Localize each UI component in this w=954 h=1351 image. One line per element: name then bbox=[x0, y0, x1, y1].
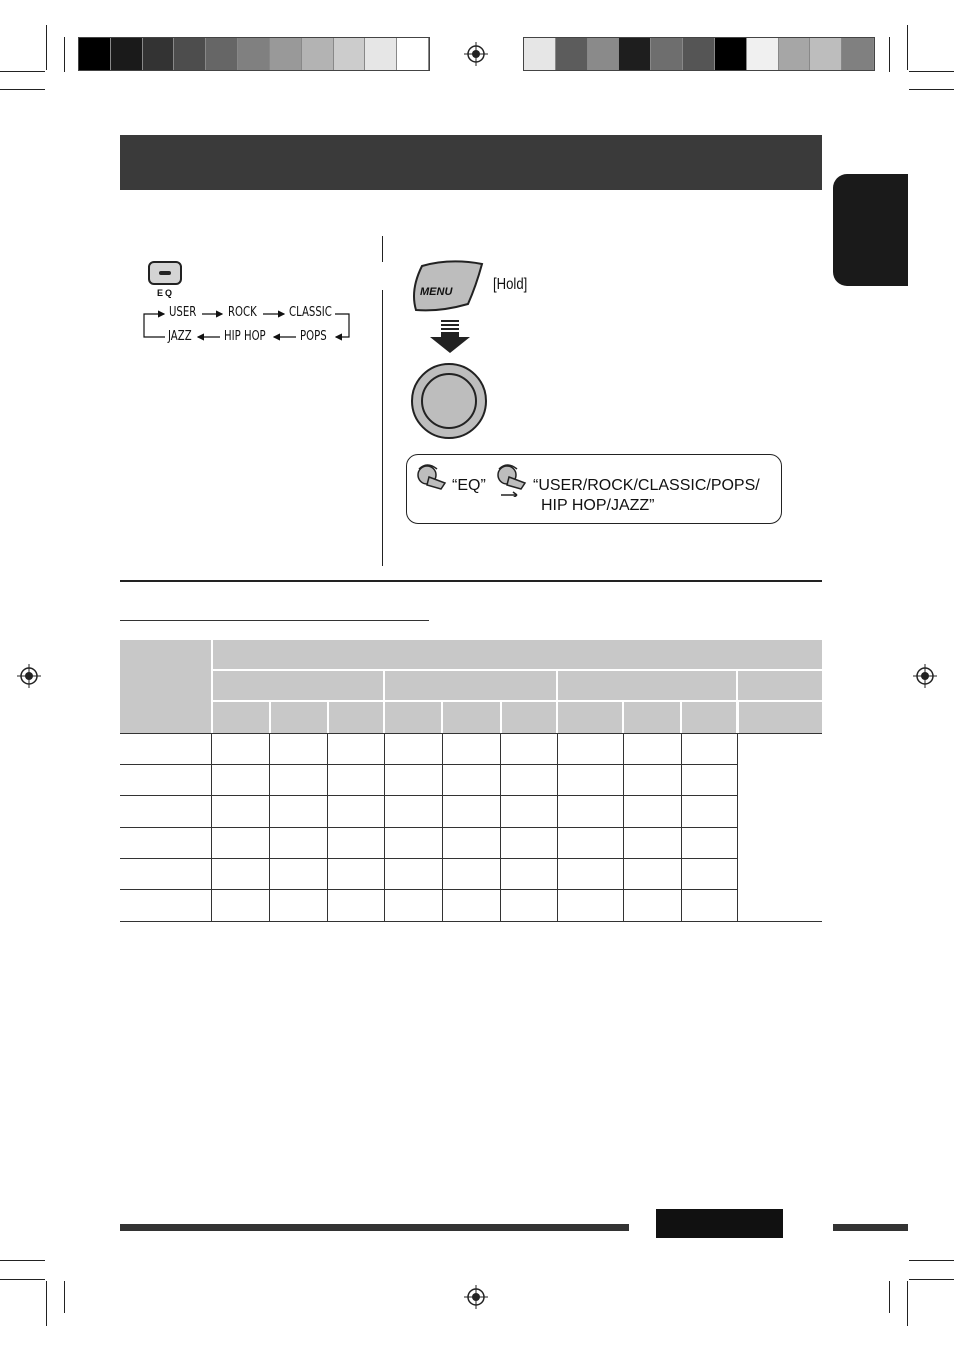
crop-mark bbox=[909, 89, 954, 90]
color-swatch bbox=[619, 38, 651, 70]
color-swatch bbox=[683, 38, 715, 70]
press-dial-icon bbox=[495, 463, 529, 497]
section-header-band bbox=[120, 135, 822, 190]
color-swatch bbox=[747, 38, 779, 70]
table-col-rule bbox=[500, 734, 501, 921]
eq-mode-jazz: JAZZ bbox=[168, 329, 192, 344]
table-header-divider bbox=[383, 671, 385, 734]
table-col-rule bbox=[737, 734, 738, 921]
crop-mark bbox=[0, 1279, 45, 1280]
crop-mark bbox=[0, 71, 45, 72]
registration-target-icon bbox=[464, 1285, 488, 1309]
crop-mark bbox=[0, 89, 45, 90]
control-dial-center bbox=[421, 373, 477, 429]
color-strip-left bbox=[78, 37, 430, 71]
table-header-top bbox=[213, 640, 822, 669]
table-row-rule bbox=[120, 795, 737, 796]
crop-mark bbox=[46, 1281, 47, 1326]
eq-mode-pops: POPS bbox=[300, 329, 327, 344]
table-row-rule bbox=[120, 764, 737, 765]
crop-mark bbox=[0, 1260, 45, 1261]
table-col-rule bbox=[384, 734, 385, 921]
color-swatch bbox=[588, 38, 620, 70]
eq-button-label: EQ bbox=[157, 288, 175, 298]
crop-mark bbox=[889, 37, 890, 72]
callout-step-eq: “EQ” bbox=[452, 477, 486, 494]
menu-button-icon[interactable] bbox=[410, 260, 484, 312]
table-row-rule bbox=[120, 889, 737, 890]
callout-step-modes-line1: “USER/ROCK/CLASSIC/POPS/ bbox=[533, 477, 760, 494]
table-header-divider bbox=[500, 702, 502, 734]
table-header-mid bbox=[213, 671, 822, 700]
down-arrow-icon bbox=[429, 320, 471, 354]
crop-mark bbox=[889, 1281, 890, 1313]
color-swatch bbox=[206, 38, 238, 70]
section-rule bbox=[120, 580, 822, 582]
table-header-divider bbox=[327, 702, 329, 734]
table-col-rule bbox=[557, 734, 558, 921]
column-divider bbox=[382, 236, 383, 262]
operation-callout bbox=[406, 454, 782, 524]
color-strip-right bbox=[523, 37, 875, 71]
subsection-rule bbox=[120, 620, 429, 621]
registration-target-icon bbox=[464, 42, 488, 66]
table-header-divider bbox=[441, 702, 443, 734]
table-header-divider bbox=[736, 671, 738, 734]
crop-mark bbox=[909, 1260, 954, 1261]
color-swatch bbox=[810, 38, 842, 70]
registration-target-icon bbox=[17, 664, 41, 688]
crop-mark bbox=[64, 37, 65, 72]
crop-mark bbox=[907, 25, 908, 70]
table-col-rule bbox=[623, 734, 624, 921]
color-swatch bbox=[842, 38, 874, 70]
color-swatch bbox=[143, 38, 175, 70]
color-swatch bbox=[174, 38, 206, 70]
page-number-box bbox=[656, 1209, 783, 1238]
column-divider bbox=[382, 290, 383, 566]
color-swatch bbox=[111, 38, 143, 70]
table-row-rule bbox=[120, 921, 822, 922]
color-swatch bbox=[365, 38, 397, 70]
footer-bar-right bbox=[833, 1224, 908, 1231]
color-swatch bbox=[79, 38, 111, 70]
table-header-left bbox=[120, 640, 211, 734]
crop-mark bbox=[909, 71, 954, 72]
menu-button-label: MENU bbox=[420, 286, 453, 298]
color-swatch bbox=[397, 38, 429, 70]
color-swatch bbox=[238, 38, 270, 70]
table-col-rule bbox=[442, 734, 443, 921]
eq-button-dash bbox=[159, 271, 171, 275]
eq-mode-hip-hop: HIP HOP bbox=[224, 329, 266, 344]
registration-target-icon bbox=[913, 664, 937, 688]
color-swatch bbox=[556, 38, 588, 70]
table-row-rule bbox=[120, 858, 737, 859]
color-swatch bbox=[334, 38, 366, 70]
turn-dial-icon bbox=[415, 463, 449, 491]
color-swatch bbox=[302, 38, 334, 70]
table-col-rule bbox=[211, 734, 212, 921]
table-col-rule bbox=[681, 734, 682, 921]
eq-mode-rock: ROCK bbox=[228, 305, 257, 320]
language-side-tab bbox=[833, 174, 908, 286]
color-swatch bbox=[715, 38, 747, 70]
crop-mark bbox=[907, 1281, 908, 1326]
hold-label: [Hold] bbox=[493, 276, 528, 293]
color-swatch bbox=[270, 38, 302, 70]
eq-mode-user: USER bbox=[169, 305, 197, 320]
crop-mark bbox=[909, 1279, 954, 1280]
table-header-divider bbox=[680, 702, 682, 734]
table-header-divider bbox=[622, 702, 624, 734]
footer-bar-left bbox=[120, 1224, 629, 1231]
crop-mark bbox=[46, 25, 47, 70]
callout-step-modes-line2: HIP HOP/JAZZ” bbox=[541, 497, 655, 514]
table-header-divider bbox=[269, 702, 271, 734]
table-header-last bbox=[739, 702, 822, 734]
table-header-sub bbox=[213, 702, 737, 734]
crop-mark bbox=[64, 1281, 65, 1313]
color-swatch bbox=[651, 38, 683, 70]
table-row-rule bbox=[120, 827, 737, 828]
table-header-divider bbox=[556, 671, 558, 734]
table-col-rule bbox=[269, 734, 270, 921]
eq-mode-classic: CLASSIC bbox=[289, 305, 332, 320]
color-swatch bbox=[524, 38, 556, 70]
control-dial-icon[interactable] bbox=[411, 363, 487, 439]
eq-button[interactable] bbox=[148, 261, 182, 285]
table-row-rule bbox=[120, 733, 822, 734]
color-swatch bbox=[779, 38, 811, 70]
table-col-rule bbox=[327, 734, 328, 921]
